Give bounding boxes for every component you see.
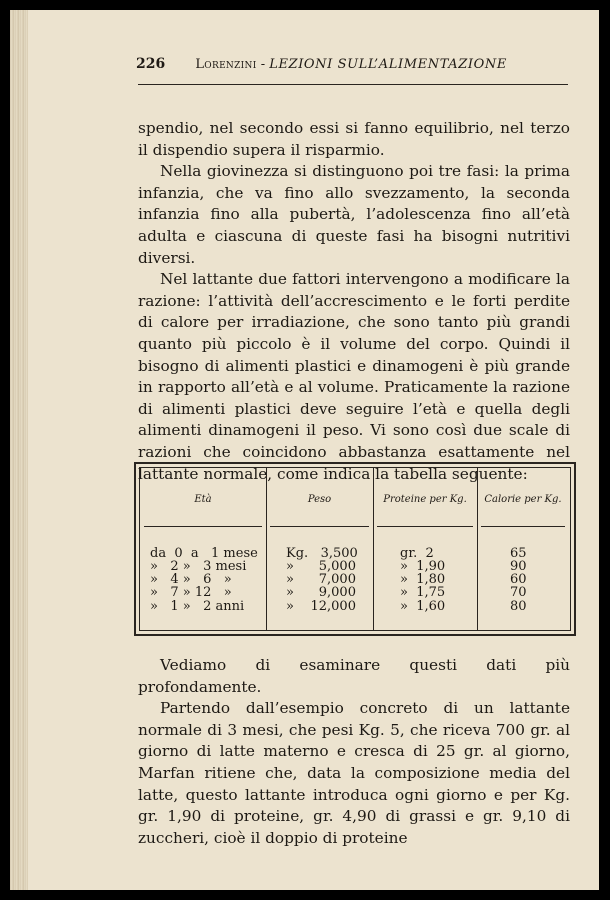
table-cell-eta: » 4 » 6 »: [150, 572, 232, 587]
table-cell-peso: » 7,000: [286, 572, 356, 587]
body-text-bottom: [138, 655, 570, 849]
running-header: [136, 56, 570, 72]
table-cell-eta: » 1 » 2 anni: [150, 599, 245, 614]
table-cell-calorie: 70: [510, 585, 527, 600]
table-cell-peso: » 9,000: [286, 585, 356, 600]
column-header-peso: Peso: [307, 494, 332, 505]
body-text-top: [138, 118, 570, 485]
table-cell-proteine: » 1,60: [400, 599, 446, 614]
table-cell-proteine: gr. 2: [400, 546, 434, 561]
header-rule: [138, 84, 568, 85]
paragraph: Nel lattante due fattori intervengono a modificare la razione: l’attività dell’accrescimento e le forti perdite di calore per irradiazione, che sono tanto più grandi quanto più piccolo è il volume del corpo. Quindi il bisogno di alimenti plastici e dinamogeni è più grande in rapporto all’età e al volume. Praticamente la razione di alimenti plastici deve seguire l’età e quella degli alimenti dinamogeni il peso. Vi sono così due scale di razioni che coincidono abbastanza esattamente nel lattante normale, come indica la tabella seguente:: [138, 270, 570, 483]
table-cell-eta: » 7 » 12 »: [150, 585, 232, 600]
table-cell-peso: » 12,000: [286, 599, 356, 614]
table-cell-eta: da 0 a 1 mese: [150, 546, 258, 561]
column-header-proteine: Proteine per Kg.: [383, 494, 467, 505]
header-title: LEZIONI SULL’ALIMENTAZIONE: [269, 57, 507, 72]
page-number: 226: [136, 56, 166, 72]
column-divider: [373, 468, 374, 630]
column-header-eta: Età: [194, 494, 212, 505]
table-cell-calorie: 65: [510, 546, 527, 561]
column-divider: [477, 468, 478, 630]
table-cell-peso: Kg. 3,500: [286, 546, 358, 561]
header-separator: -: [260, 57, 266, 72]
paragraph: Partendo dall’esempio concreto di un lattante normale di 3 mesi, che pesi Kg. 5, che riceva 700 gr. al giorno di latte materno e cresca di 25 gr. al giorno, Marfan ritiene che, data la composizione media del latte, questo lattante introduca ogni giorno e per Kg. gr. 1,90 di proteine, gr. 4,90 di grassi e gr. 9,10 di zuccheri, cioè il doppio di proteine: [138, 699, 570, 847]
paragraph: Vediamo di esaminare questi dati più profondamente.: [138, 656, 570, 696]
header-underline: [270, 526, 369, 527]
table-cell-proteine: » 1,90: [400, 559, 446, 574]
table-inner-frame: [139, 467, 571, 631]
column-header-calorie: Calorie per Kg.: [484, 494, 562, 505]
book-page: [10, 10, 599, 890]
table-cell-calorie: 60: [510, 572, 527, 587]
header-underline: [377, 526, 473, 527]
header-author: Lorenzini: [195, 57, 257, 72]
header-underline: [144, 526, 262, 527]
table-cell-proteine: » 1,75: [400, 585, 446, 600]
page-edge-shadow: [10, 10, 28, 890]
column-divider: [266, 468, 267, 630]
paragraph: spendio, nel secondo essi si fanno equilibrio, nel terzo il dispendio supera il risparmio.: [138, 119, 570, 159]
header-underline: [481, 526, 565, 527]
table-cell-calorie: 80: [510, 599, 527, 614]
table-cell-peso: » 5,000: [286, 559, 356, 574]
table-cell-calorie: 90: [510, 559, 527, 574]
table-cell-eta: » 2 » 3 mesi: [150, 559, 247, 574]
nutrition-table: [134, 462, 576, 636]
table-cell-proteine: » 1,80: [400, 572, 446, 587]
paragraph: Nella giovinezza si distinguono poi tre fasi: la prima infanzia, che va fino allo svezzamento, la seconda infanzia fino alla pubertà, l’adolescenza fino all’età adulta e ciascuna di queste fasi ha bisogni nutritivi diversi.: [138, 162, 570, 267]
